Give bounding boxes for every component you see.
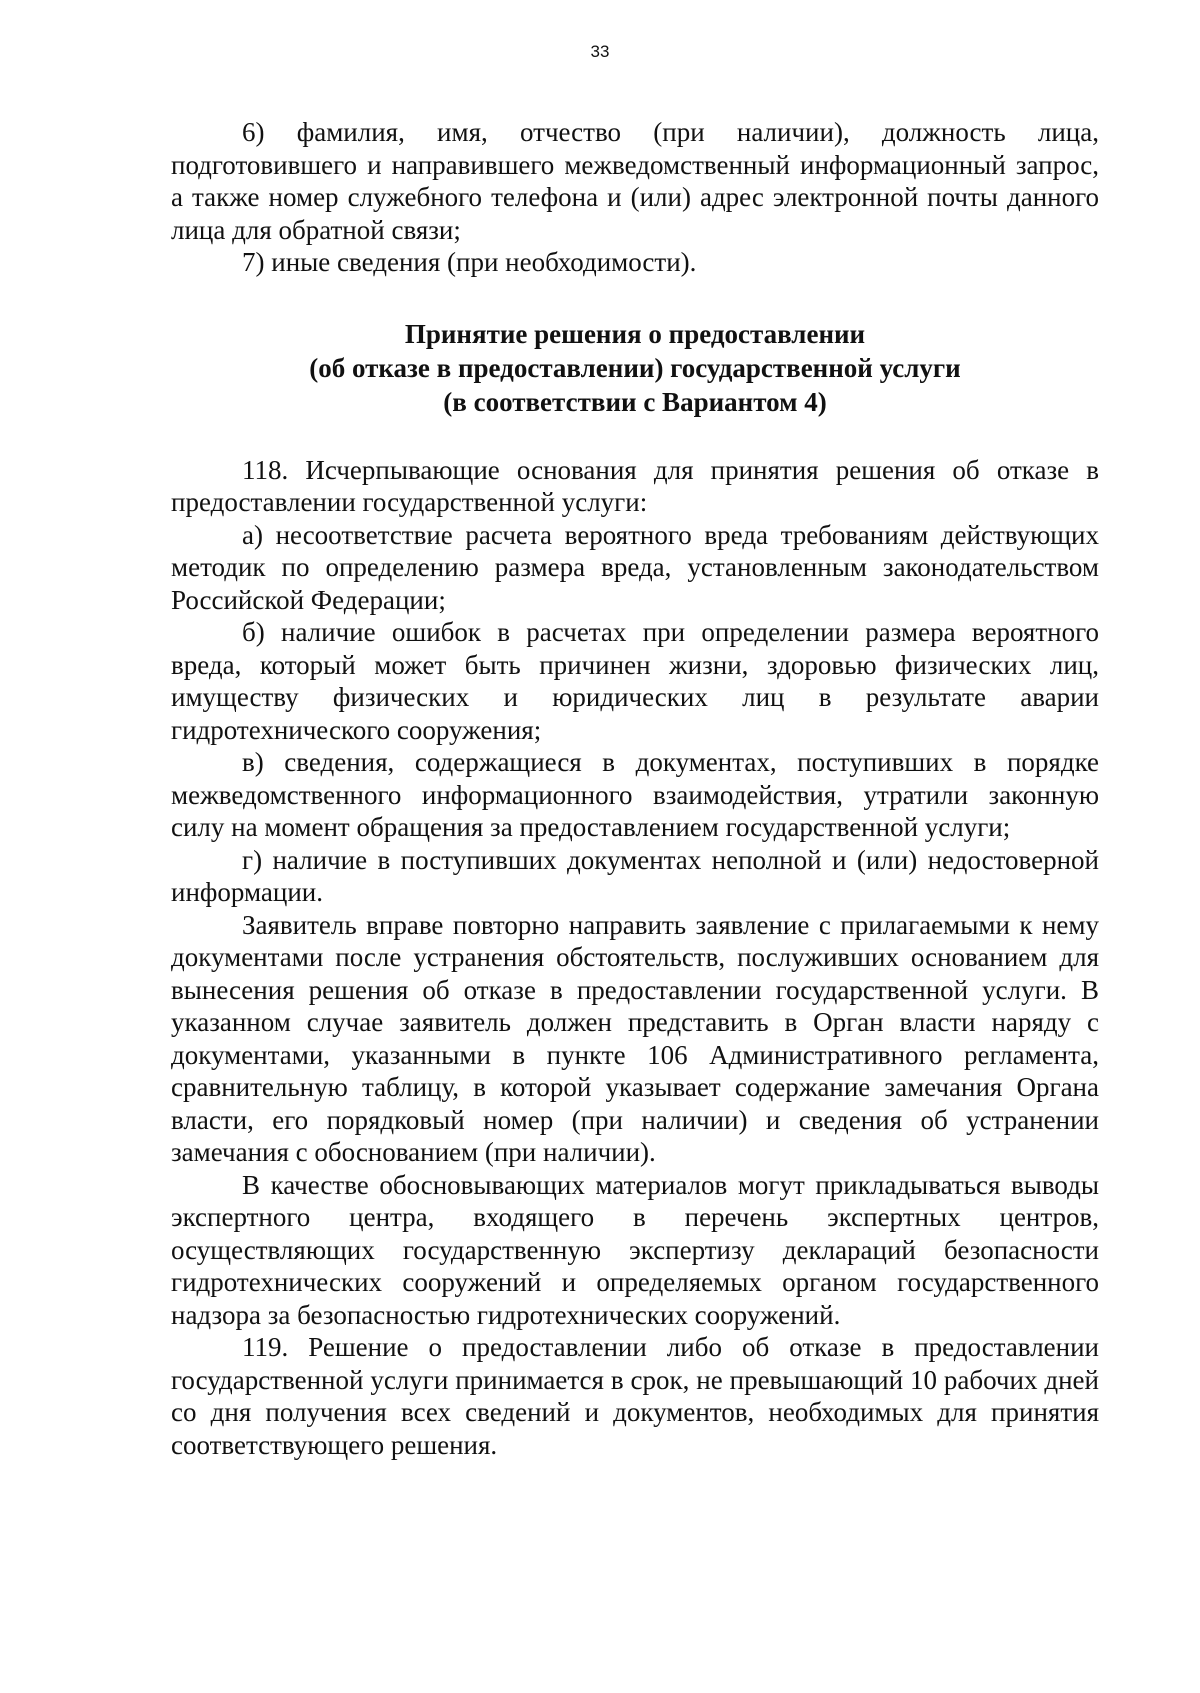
paragraph-item-6: 6) фамилия, имя, отчество (при наличии), должность лица, подготовившего и направившего межведомственный информационный запрос, а также номер служебного телефона и (или) адрес электронной почты данного лица для обратной связи; [171,117,1099,245]
paragraph-118-a: а) несоответствие расчета вероятного вреда требованиям действующих методик по определению размера вреда, установленным законодательством Российской Федерации; [171,519,1099,615]
paragraph-118: 118. Исчерпывающие основания для принятия решения об отказе в предоставлении государственной услуги: [171,454,1099,517]
paragraph-item-7: 7) иные сведения (при необходимости). [242,247,697,277]
section-heading-line-1: Принятие решения о предоставлении [404,318,866,349]
section-heading-line-2: (об отказе в предоставлении) государственной услуги [309,352,961,383]
page-number: 33 [590,42,610,61]
paragraph-119: 119. Решение о предоставлении либо об отказе в предоставлении государственной услуги принимается в срок, не превышающий 10 рабочих дней со дня получения всех сведений и документов, необходимых для принятия соответствующего решения. [171,1332,1099,1460]
paragraph-118-v: в) сведения, содержащиеся в документах, поступивших в порядке межведомственного информационного взаимодействия, утратили законную силу на момент обращения за предоставлением государственной услуги; [171,747,1099,842]
paragraph-118-g: г) наличие в поступивших документах неполной и (или) недостоверной информации. [171,844,1099,907]
paragraph-118-b: б) наличие ошибок в расчетах при определении размера вероятного вреда, который может быть причинен жизни, здоровью физических лиц, имуществу физических и юридических лиц в результате аварии гидротехнического сооружения; [171,617,1099,745]
section-heading-line-3: (в соответствии с Вариантом 4) [443,386,827,417]
paragraph-resubmission: Заявитель вправе повторно направить заявление с прилагаемыми к нему документами после устранения обстоятельств, послуживших основанием для вынесения решения об отказе в предоставлении государственной услуги. В указанном случае заявитель должен представить в Орган власти наряду с документами, указанными в пункте 106 Административного регламента, сравнительную таблицу, в которой указывает содержание замечания Органа власти, его порядковый номер (при наличии) и сведения об устранении замечания с обоснованием (при наличии). [171,909,1099,1167]
section-heading [171,317,1099,419]
document-body [171,116,1099,1461]
paragraph-supporting-materials: В качестве обосновывающих материалов могут прикладываться выводы экспертного центра, входящего в перечень экспертных центров, осуществляющих государственную экспертизу деклараций безопасности гидротехнических сооружений и определяемых органом государственного надзора за безопасностью гидротехнических сооружений. [171,1169,1099,1330]
